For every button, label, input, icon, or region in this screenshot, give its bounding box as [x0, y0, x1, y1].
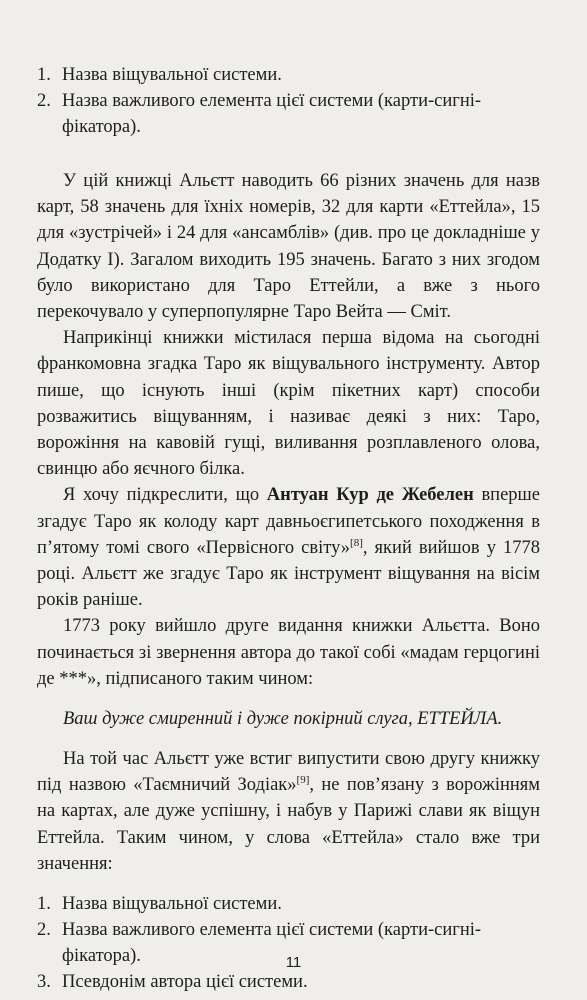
list-item-number: 2. — [37, 91, 51, 111]
paragraph: Наприкінці книжки містилася перша відома на сьогодні франкомовна згадка Таро як віщувального інструменту. Автор пише, що існують інші (крім пікетних карт) способи розважитись віщуванням, і називає деякі з них: Таро, ворожіння на кавовій гущі, виливання розплавленого олова, свинцю або яєчного білка. — [37, 328, 540, 480]
paragraph-text: , який вийшов у 1778 році. Альєтт же згадує Таро як інструмент віщування на вісім років раніше. — [37, 537, 540, 611]
list-item — [37, 88, 540, 140]
list-item-text: Назва важливого елемента цієї системи (карти-сигніфікатора). — [62, 920, 482, 967]
list-item — [37, 62, 540, 88]
paragraph: 1773 року вийшло друге видання книжки Альєтта. Воно починається зі звернення автора до такої собі «мадам герцогині де ***», підписаного таким чином: — [37, 616, 540, 689]
list-item — [37, 891, 540, 917]
paragraph-text: Я хочу підкреслити, що — [63, 485, 267, 506]
numbered-list-bottom — [37, 891, 540, 995]
paragraph: У цій книжці Альєтт наводить 66 різних значень для назв карт, 58 значень для їхніх номерів, 32 для карти «Еттейла», 15 для «зустрічей» і 24 для «ансамблів» (див. про це докладніше у Додатку I). Загалом виходить 195 значень. Багато з них згодом було використано для Таро Еттейли, а вже з нього перекочувало у суперпопулярне Таро Вейта — Сміт. — [37, 171, 540, 323]
list-item-text: Назва важливого елемента цієї системи (карти-сигніфікатора). — [62, 91, 482, 137]
author-name-bold: Антуан Кур де Жебелен — [266, 485, 474, 506]
paragraph — [37, 482, 540, 613]
list-item-number: 1. — [37, 65, 51, 85]
list-item-number: 3. — [37, 972, 51, 993]
paragraph-text: , не пов’язану з ворожінням на картах, але дуже успішну, і набув у Парижі слави як віщун Еттейла. Таким чином, у слова «Еттейла» стало вже три значення: — [37, 775, 540, 874]
list-item-text: Назва віщувальної системи. — [62, 65, 282, 85]
list-item — [37, 969, 540, 995]
paragraph — [37, 746, 540, 877]
paragraph-text: вперше згадує Таро як колоду карт давньоєгипетського походження в п’ятому томі свого «Первісного світу» — [37, 485, 540, 558]
list-item-number: 2. — [37, 920, 51, 941]
numbered-list-top — [37, 62, 540, 140]
page-number: 11 — [285, 954, 302, 971]
list-item-number: 1. — [37, 894, 51, 915]
paragraph-text: На той час Альєтт уже встиг випустити свою другу книжку під назвою «Таємничий Зодіак» — [37, 749, 540, 796]
footnote-ref[interactable]: [8] — [350, 536, 363, 549]
footnote-ref[interactable]: [9] — [296, 774, 310, 787]
list-item-text: Назва віщувальної системи. — [62, 894, 282, 915]
signature-line: Ваш дуже смиренний і дуже покірний слуга, ЕТТЕЙЛА. — [63, 709, 503, 730]
list-item-text: Псевдонім автора цієї системи. — [62, 972, 308, 993]
